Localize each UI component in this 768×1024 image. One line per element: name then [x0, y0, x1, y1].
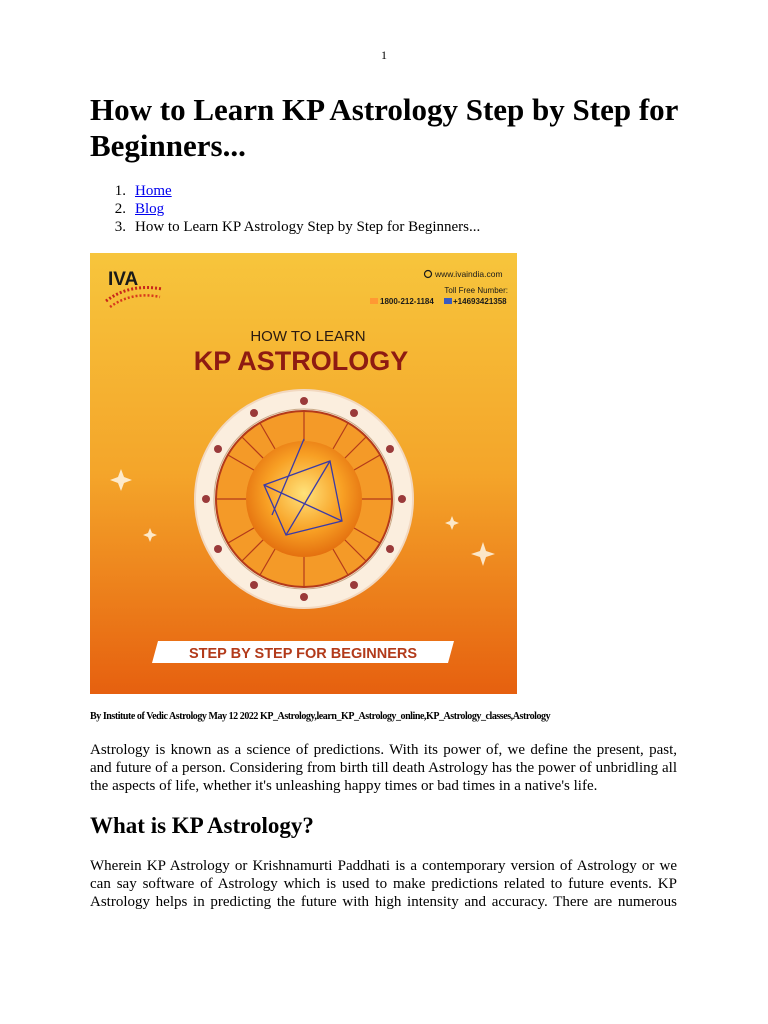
hero-phone-india: 1800-212-1184 [380, 297, 434, 306]
hero-phone-us: +14693421358 [453, 297, 507, 306]
breadcrumb [90, 182, 480, 236]
breadcrumb-link-home[interactable]: Home [135, 183, 172, 199]
intro-paragraph: Astrology is known as a science of predictions. With its power of, we define the present, past, and future of a person. Considering from birth till death Astrology has the power of unbridling all the aspects of life, whether it's unleashing happy times or bad times in a native's life. [90, 742, 677, 794]
india-flag-icon [370, 298, 378, 304]
hero-image [90, 253, 517, 694]
hero-website: www.ivaindia.com [435, 269, 503, 279]
section-paragraph: Wherein KP Astrology or Krishnamurti Paddhati is a contemporary version of Astrology or we can say software of Astrology which is used to make predictions related to future events. KP Astrology helps in predicting the future with high intensity and accuracy. There are numerous [90, 858, 677, 910]
breadcrumb-number: 2. [114, 201, 126, 217]
breadcrumb-number: 1. [114, 183, 126, 199]
page-number: 1 [381, 48, 387, 62]
section-heading: What is KP Astrology? [90, 813, 314, 838]
page-title: How to Learn KP Astrology Step by Step for Beginners... [90, 92, 678, 163]
zodiac-wheel [195, 390, 413, 608]
breadcrumb-current: How to Learn KP Astrology Step by Step for Beginners... [135, 219, 481, 235]
us-flag-icon [444, 298, 452, 304]
hero-heading-small: HOW TO LEARN [250, 328, 366, 345]
logo-text: IVA [108, 269, 139, 290]
breadcrumb-number: 3. [114, 219, 126, 235]
breadcrumb-item [90, 218, 480, 236]
hero-banner-text: STEP BY STEP FOR BEGINNERS [188, 646, 418, 662]
hero-tollfree-label: Toll Free Number: [444, 286, 508, 295]
hero-heading-big: KP ASTROLOGY [193, 346, 409, 376]
breadcrumb-item [90, 182, 480, 200]
breadcrumb-link-blog[interactable]: Blog [135, 201, 165, 217]
breadcrumb-item [90, 200, 480, 218]
article-byline: By Institute of Vedic Astrology May 12 2022 KP_Astrology,learn_KP_Astrology_online,KP_Astrology_classes,Astrology [90, 711, 551, 722]
